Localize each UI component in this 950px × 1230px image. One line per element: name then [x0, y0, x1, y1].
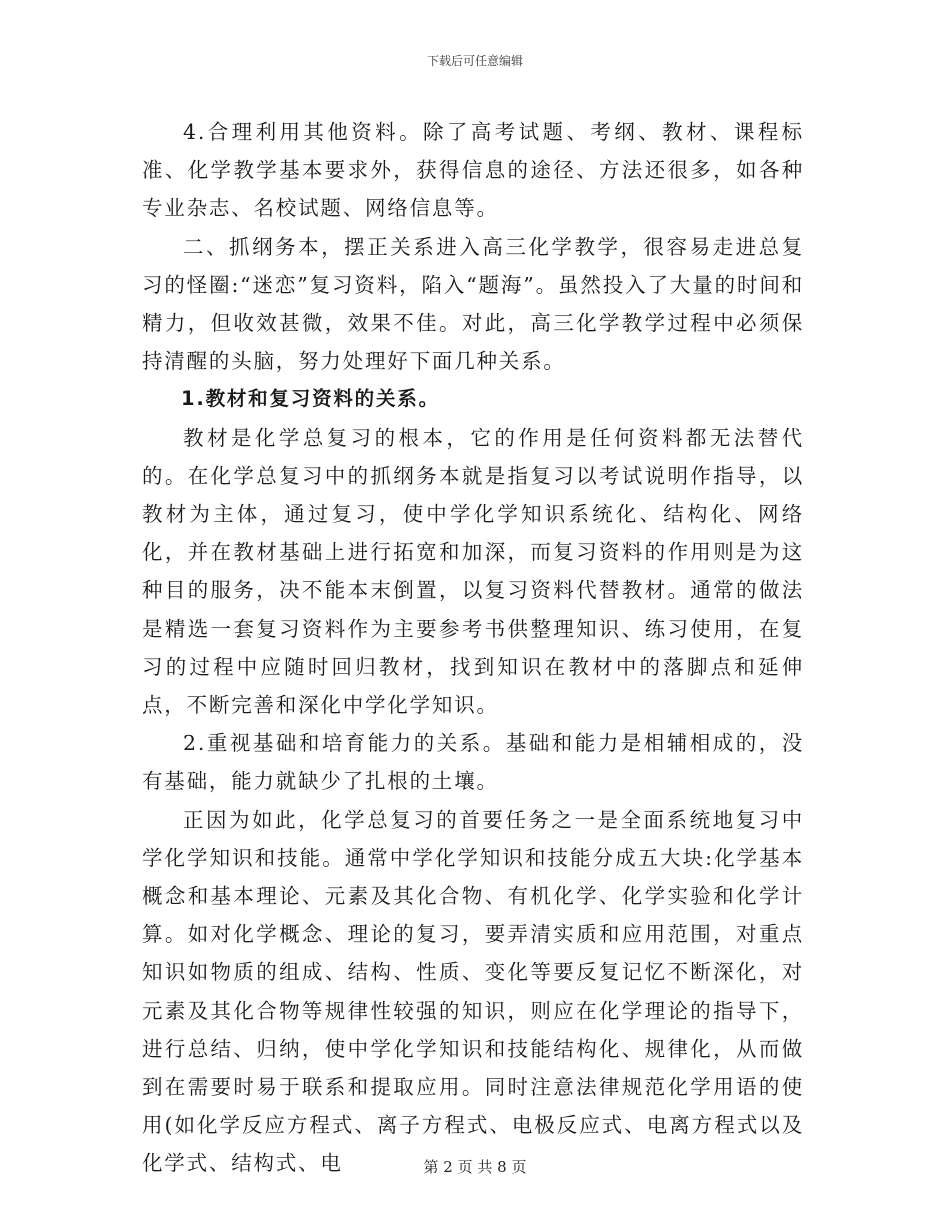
paragraph-other-materials: 4.合理利用其他资料。除了高考试题、考纲、教材、课程标准、化学教学基本要求外，获得信息的途径、方法还很多，如各种专业杂志、名校试题、网络信息等。 — [142, 120, 804, 221]
paragraph-systematic-review: 正因为如此，化学总复习的首要任务之一是全面系统地复习中学化学知识和技能。通常中学化学知识和技能分成五大块:化学基本概念和基本理论、元素及其化合物、有机化学、化学实验和化学计算。如对化学概念、理论的复习，要弄清实质和应用范围，对重点知识如物质的组成、结构、性质、变化等要反复记忆不断深化，对元素及其化合物等规律性较强的知识，则应在化学理论的指导下，进行总结、归纳，使中学化学知识和技能结构化、规律化，从而做到在需要时易于联系和提取应用。同时注意法律规范化学用语的使用(如化学反应方程式、离子方程式、电极反应式、电离方程式以及化学式、结构式、电 — [142, 807, 804, 1176]
subheading-textbook-relation: 1.教材和复习资料的关系。 — [181, 387, 440, 411]
page-footer: 第 2 页 共 8 页 — [423, 1158, 527, 1176]
page-header: 下载后可任意编辑 — [426, 54, 523, 68]
paragraph-textbook-foundation: 教材是化学总复习的根本，它的作用是任何资料都无法替代的。在化学总复习中的抓纲务本就是指复习以考试说明作指导，以教材为主体，通过复习，使中学化学知识系统化、结构化、网络化，并在教材基础上进行拓宽和加深，而复习资料的作用则是为这种目的服务，决不能本末倒置，以复习资料代替教材。通常的做法是精选一套复习资料作为主要参考书供整理知识、练习使用，在复习的过程中应随时回归教材，找到知识在教材中的落脚点和延伸点，不断完善和深化中学化学知识。 — [142, 425, 804, 718]
document-body — [142, 113, 804, 1183]
paragraph-section-two: 二、抓纲务本，摆正关系进入高三化学教学，很容易走进总复习的怪圈:“迷恋”复习资料，陷入“题海”。虽然投入了大量的时间和精力，但收效甚微，效果不佳。对此，高三化学教学过程中必须保持清醒的头脑，努力处理好下面几种关系。 — [142, 234, 804, 374]
paragraph-basics-and-ability: 2.重视基础和培育能力的关系。基础和能力是相辅相成的，没有基础，能力就缺少了扎根的土壤。 — [142, 731, 804, 794]
